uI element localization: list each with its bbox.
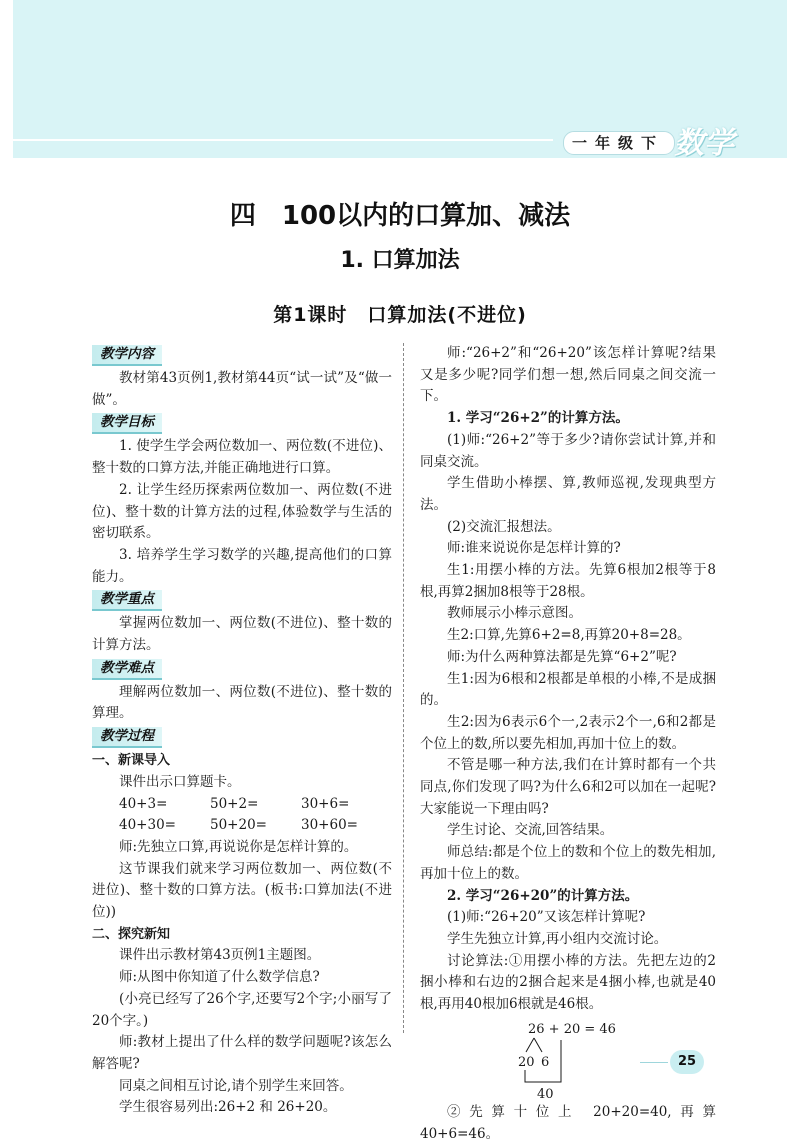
paragraph: 这节课我们就来学习两位数加一、两位数(不进位)、整十数的口算方法。(板书:口算加法(不进位)): [92, 860, 392, 921]
paragraph: (1)师:“26+20”又该怎样计算呢?: [447, 909, 646, 926]
paragraph: 课件出示教材第43页例1主题图。: [119, 947, 321, 964]
paragraph: 学生借助小棒摆、算,教师巡视,发现典型方法。: [420, 475, 716, 513]
right-column: [420, 343, 716, 1145]
paragraph: 生2:因为6表示6个一,2表示2个一,6和2都是个位上的数,所以要先相加,再加十位上的数。: [420, 713, 716, 752]
paragraph: 师:谁来说说你是怎样计算的?: [447, 540, 621, 557]
oral-card-item: 40+30=: [119, 817, 176, 834]
key-points-heading: 教学重点: [92, 590, 162, 611]
paragraph: 生1:用摆小棒的方法。先算6根加2根等于8根,再算2捆加8根等于28根。: [420, 562, 716, 600]
paragraph: ②先算十位上 20+20=40,再算 40+6=46。: [420, 1103, 716, 1142]
key-points-text: 掌握两位数加一、两位数(不进位)、整十数的计算方法。: [92, 615, 392, 654]
teaching-content-heading: 教学内容: [92, 345, 162, 366]
difficult-points-text: 理解两位数加一、两位数(不进位)、整十数的算理。: [92, 683, 392, 722]
diagram-tens-part: 20: [518, 1054, 535, 1070]
subsection-2-title: 2. 学习“26+20”的计算方法。: [447, 887, 639, 904]
paragraph: 同桌之间相互讨论,请个别学生来回答。: [119, 1077, 353, 1094]
paragraph: 教师展示小棒示意图。: [447, 605, 582, 622]
paragraph: 师:从图中你知道了什么数学信息?: [119, 969, 320, 986]
goal-item: 3. 培养学生学习数学的兴趣,提高他们的口算能力。: [92, 546, 392, 585]
chapter-title: 四 100以内的口算加、减法: [229, 201, 571, 231]
difficult-points-heading: 教学难点: [92, 659, 162, 680]
oral-card-item: 30+6=: [301, 795, 350, 812]
banner-divider-line: [13, 139, 553, 141]
paragraph: 师总结:都是个位上的数和个位上的数先相加,再加十位上的数。: [420, 844, 716, 882]
diagram-partial-sum: 40: [537, 1086, 554, 1102]
oral-card-row: [92, 815, 392, 837]
oral-card-item: 50+2=: [210, 795, 259, 812]
teaching-process-heading: 教学过程: [92, 727, 162, 748]
goal-item: 1. 使学生学会两位数加一、两位数(不进位)、整十数的口算方法,并能正确地进行口算。: [92, 438, 392, 477]
paragraph: 师:为什么两种算法都是先算“6+2”呢?: [447, 648, 677, 665]
paragraph: 学生先独立计算,再小组内交流讨论。: [447, 930, 668, 947]
paragraph: (2)交流汇报想法。: [447, 518, 561, 535]
section-title: 1. 口算加法: [340, 248, 460, 273]
oral-card-item: 40+3=: [119, 795, 168, 812]
oral-card-item: 50+20=: [210, 817, 267, 834]
paragraph: 学生很容易列出:26+2 和 26+20。: [119, 1099, 337, 1116]
teaching-goals-heading: 教学目标: [92, 413, 162, 434]
diagram-ones-part: 6: [541, 1054, 550, 1070]
page-number: 25: [670, 1050, 704, 1074]
grade-badge: [563, 128, 673, 156]
paragraph: 讨论算法:①用摆小棒的方法。先把左边的2捆小棒和右边的2捆合起来是4捆小棒,也就是40根,再用40根加6根就是46根。: [420, 952, 716, 1013]
paragraph: (1)师:“26+2”等于多少?请你尝试计算,并和同桌交流。: [420, 431, 716, 470]
paragraph: 生1:因为6根和2根都是单根的小棒,不是成捆的。: [420, 670, 716, 709]
subject-label: 数学: [674, 126, 734, 161]
paragraph: 生2:口算,先算6+2=8,再算20+8=28。: [447, 627, 691, 644]
left-column: [92, 343, 392, 1119]
goal-item: 2. 让学生经历探索两位数加一、两位数(不进位)、整十数的计算方法的过程,体验数学与生活的密切联系。: [92, 481, 392, 542]
paragraph: 师:“26+2”和“26+20”该怎样计算呢?结果又是多少呢?同学们想一想,然后同桌之间交流一下。: [420, 345, 716, 405]
teaching-content-text: 教材第43页例1,教材第44页“试一试”及“做一做”。: [92, 370, 392, 408]
split-line-right: [534, 1038, 542, 1052]
paragraph: 学生讨论、交流,回答结果。: [447, 822, 614, 839]
part1-title: 一、新课导入: [92, 753, 171, 769]
paragraph: 师:教材上提出了什么样的数学问题呢?该怎么解答呢?: [92, 1034, 392, 1072]
paragraph: 师:先独立口算,再说说你是怎样计算的。: [119, 838, 358, 855]
part2-title: 二、探究新知: [92, 926, 171, 942]
diagram-equation: 26 + 20 = 46: [528, 1021, 616, 1037]
oral-card-row: [92, 794, 392, 816]
lesson-title: 第1课时 口算加法(不进位): [273, 304, 527, 326]
oral-card-item: 30+60=: [301, 817, 358, 834]
part1-intro: 课件出示口算题卡。: [119, 773, 241, 790]
paragraph: (小亮已经写了26个字,还要写2个字;小丽写了20个字。): [92, 990, 392, 1029]
grade-label: 一年级下: [571, 133, 664, 152]
subsection-1-title: 1. 学习“26+2”的计算方法。: [447, 410, 629, 427]
split-line-left: [526, 1038, 534, 1052]
column-divider: [403, 343, 404, 1033]
paragraph: 不管是哪一种方法,我们在计算时都有一个共同点,你们发现了吗?为什么6和2可以加在一起呢?大家能说一下理由吗?: [420, 757, 716, 817]
page-number-line: [640, 1062, 668, 1063]
